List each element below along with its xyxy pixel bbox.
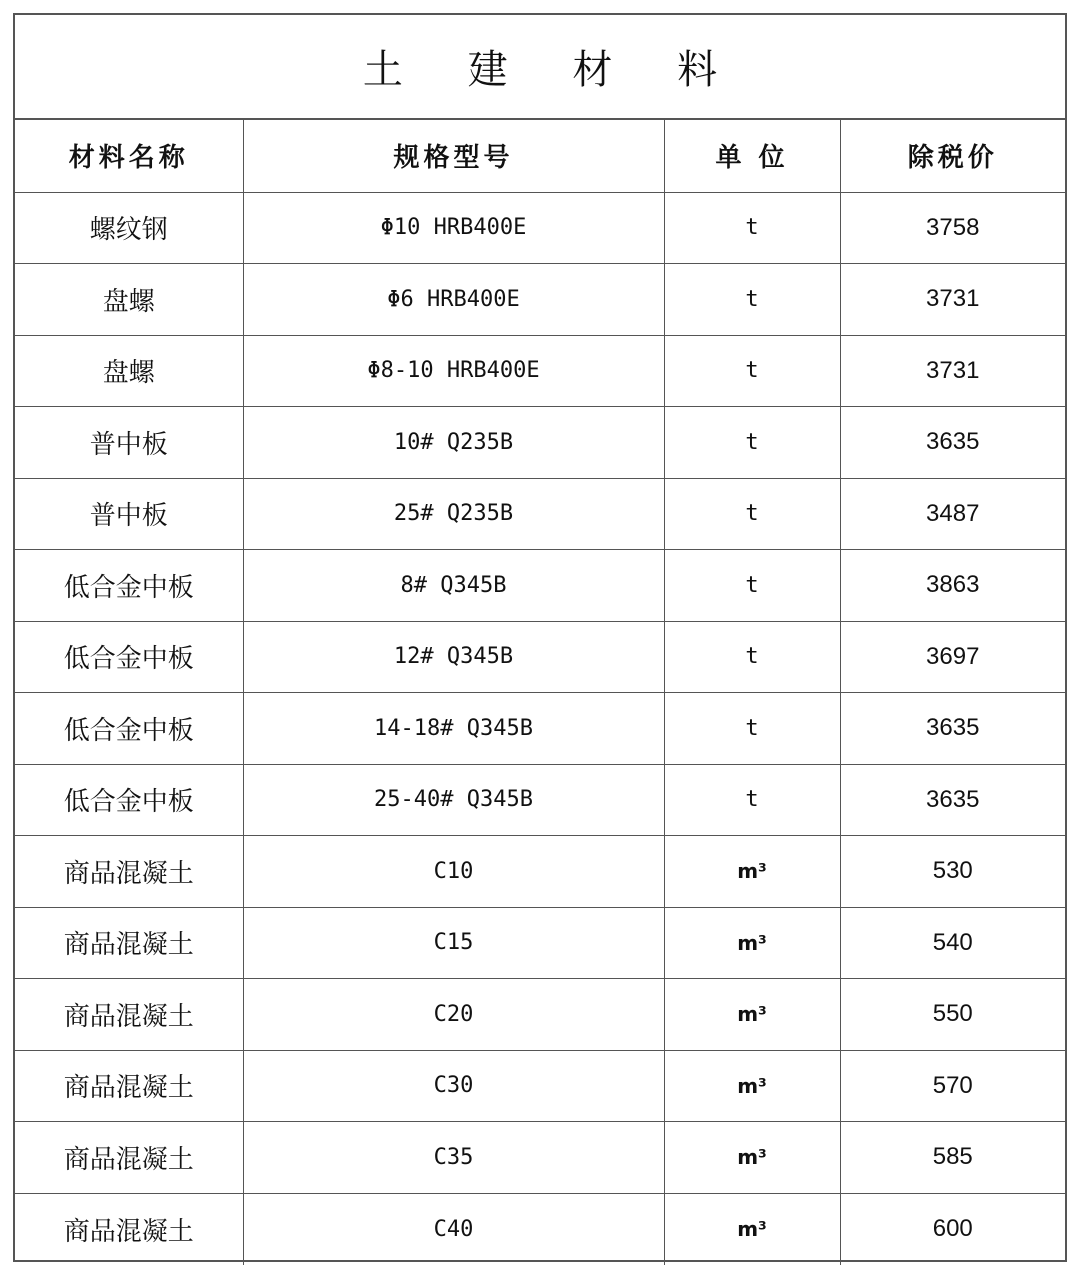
price-cell: 540	[840, 907, 1065, 979]
unit-cell: t	[664, 335, 840, 407]
table-row	[15, 264, 1065, 336]
price-cell: 3697	[840, 621, 1065, 693]
unit-cell: m³	[664, 1193, 840, 1265]
header-price-excl-tax: 除税价	[840, 120, 1065, 192]
price-cell: 3635	[840, 693, 1065, 765]
unit-cell: t	[664, 192, 840, 264]
unit-cell: t	[664, 550, 840, 622]
unit-cell: m³	[664, 907, 840, 979]
material-name-cell: 低合金中板	[15, 621, 243, 693]
price-cell: 3635	[840, 407, 1065, 479]
material-name-cell: 盘螺	[15, 335, 243, 407]
material-name-cell: 低合金中板	[15, 764, 243, 836]
material-name-cell: 商品混凝土	[15, 836, 243, 908]
table-row	[15, 1193, 1065, 1265]
table-row	[15, 192, 1065, 264]
spec-model-cell: Φ10 HRB400E	[243, 192, 664, 264]
price-cell: 570	[840, 1050, 1065, 1122]
table-title: 土 建 材 料	[362, 47, 744, 93]
spec-model-cell: Φ8-10 HRB400E	[243, 335, 664, 407]
unit-cell: m³	[664, 1122, 840, 1194]
material-name-cell: 商品混凝土	[15, 1050, 243, 1122]
table-row	[15, 407, 1065, 479]
table-row	[15, 478, 1065, 550]
price-cell: 585	[840, 1122, 1065, 1194]
material-name-cell: 盘螺	[15, 264, 243, 336]
price-cell: 550	[840, 979, 1065, 1051]
table-row	[15, 836, 1065, 908]
table-row	[15, 907, 1065, 979]
table-row	[15, 764, 1065, 836]
table-row	[15, 621, 1065, 693]
table-row	[15, 335, 1065, 407]
unit-cell: t	[664, 764, 840, 836]
table-row	[15, 979, 1065, 1051]
material-name-cell: 商品混凝土	[15, 907, 243, 979]
spec-model-cell: 10# Q235B	[243, 407, 664, 479]
material-name-cell: 商品混凝土	[15, 979, 243, 1051]
table-row	[15, 1122, 1065, 1194]
unit-cell: t	[664, 264, 840, 336]
unit-cell: m³	[664, 836, 840, 908]
spec-model-cell: 14-18# Q345B	[243, 693, 664, 765]
header-spec-model: 规格型号	[243, 120, 664, 192]
price-cell: 600	[932, 1215, 973, 1242]
price-sheet	[13, 13, 1067, 1262]
unit-cell: t	[664, 693, 840, 765]
material-name-cell: 商品混凝土	[15, 1122, 243, 1194]
spec-model-cell: C10	[243, 836, 664, 908]
table-row	[15, 1050, 1065, 1122]
spec-model-cell: C35	[243, 1122, 664, 1194]
price-cell: 3635	[840, 764, 1065, 836]
unit-cell: t	[664, 478, 840, 550]
material-name-cell: 螺纹钢	[15, 192, 243, 264]
table-body	[15, 192, 1065, 1265]
table-row	[15, 550, 1065, 622]
materials-table	[15, 120, 1065, 1265]
spec-model-cell: 25# Q235B	[243, 478, 664, 550]
price-cell: 3487	[840, 478, 1065, 550]
spec-model-cell: C20	[243, 979, 664, 1051]
unit-cell: t	[664, 621, 840, 693]
price-cell: 3863	[840, 550, 1065, 622]
header-material-name: 材料名称	[15, 120, 243, 192]
spec-model-cell: C40	[243, 1193, 664, 1265]
price-cell: 3731	[840, 335, 1065, 407]
unit-cell: m³	[664, 1050, 840, 1122]
material-name-cell: 普中板	[15, 478, 243, 550]
material-name-cell: 普中板	[15, 407, 243, 479]
price-cell: 3731	[840, 264, 1065, 336]
price-cell: 3758	[840, 192, 1065, 264]
spec-model-cell: 25-40# Q345B	[243, 764, 664, 836]
material-name-cell: 低合金中板	[15, 550, 243, 622]
header-row	[15, 120, 1065, 192]
price-cell: 530	[840, 836, 1065, 908]
material-name-cell: 商品混凝土	[15, 1193, 243, 1265]
spec-model-cell: C30	[243, 1050, 664, 1122]
spec-model-cell: 12# Q345B	[243, 621, 664, 693]
unit-cell: m³	[664, 979, 840, 1051]
spec-model-cell: C15	[243, 907, 664, 979]
table-row	[15, 693, 1065, 765]
material-name-cell: 低合金中板	[15, 693, 243, 765]
title-row	[15, 15, 1065, 120]
spec-model-cell: Φ6 HRB400E	[243, 264, 664, 336]
spec-model-cell: 8# Q345B	[243, 550, 664, 622]
unit-cell: t	[664, 407, 840, 479]
header-unit: 单 位	[664, 120, 840, 192]
